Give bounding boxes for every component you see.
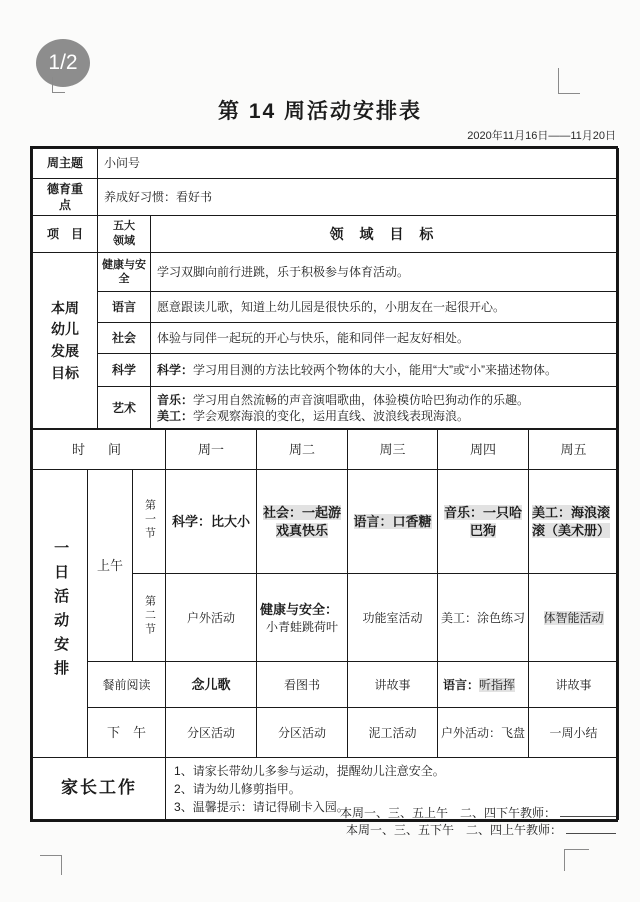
period2-mon-text: 户外活动 xyxy=(187,610,236,625)
goal-domain-health: 健康与安全 xyxy=(98,253,151,292)
info-table xyxy=(32,148,619,429)
domain-goal-header: 领 域 目 标 xyxy=(151,216,619,253)
page-title: 第 14 周活动安排表 xyxy=(217,100,423,123)
goal-science-prefix: 科学： xyxy=(157,363,194,378)
table-row xyxy=(33,323,619,354)
parent-work-item-2: 2、请为幼儿修剪指甲。 xyxy=(174,781,301,796)
footer-line-2 xyxy=(340,822,616,839)
table-row xyxy=(33,179,619,216)
period1-wed-text: 语言：口香糖 xyxy=(353,514,432,530)
five-domains-label xyxy=(98,216,151,253)
table-row xyxy=(33,708,619,758)
goal-domain-science: 科学 xyxy=(98,354,151,387)
date-range: 2020年11月16日——11月20日 xyxy=(467,130,616,142)
table-row xyxy=(33,354,619,387)
premeal-thu-bold: 语言： xyxy=(443,677,480,692)
period1-tue-text: 社会：一起游戏真快乐 xyxy=(263,505,342,538)
dev-goal-label: 本周幼儿发展目标 xyxy=(50,299,79,381)
goal-art-music-line xyxy=(157,392,615,408)
afternoon-thu-text: 户外活动：飞盘 xyxy=(441,725,526,740)
goal-art-craft-text: 学会观察海浪的变化，运用直线、波浪线表现海浪。 xyxy=(193,408,470,423)
day-header-fri: 周五 xyxy=(529,430,619,470)
crop-mark-top-right xyxy=(558,68,580,94)
afternoon-fri-text: 一周小结 xyxy=(549,725,598,740)
cell-period2-wed xyxy=(348,574,438,662)
goal-text-science xyxy=(151,354,619,387)
goal-domain-art: 艺术 xyxy=(98,387,151,429)
week-theme-value: 小问号 xyxy=(98,149,619,179)
moral-value: 养成好习惯：看好书 xyxy=(98,179,619,216)
crop-mark-top-left xyxy=(52,77,65,93)
period1-fri-text: 美工：海浪滚滚（美术册） xyxy=(532,505,611,538)
cell-period1-thu xyxy=(438,470,529,574)
daily-activities-label: 一日活动安排 xyxy=(52,539,70,684)
crop-mark-bottom-right xyxy=(564,849,589,871)
project-label: 项 目 xyxy=(33,216,98,253)
cell-period1-mon xyxy=(166,470,257,574)
period2-tue-rest: 小青蛙跳荷叶 xyxy=(266,619,339,634)
afternoon-tue-text: 分区活动 xyxy=(278,725,327,740)
goal-science-text: 学习用目测的方法比较两个物体的大小，能用“大”或“小”来描述物体。 xyxy=(193,363,558,378)
crop-mark-bottom-left xyxy=(40,855,62,875)
goal-domain-social: 社会 xyxy=(98,323,151,354)
time-header: 时 间 xyxy=(33,430,166,470)
period1-label-cell xyxy=(133,470,166,574)
goal-art-music-prefix: 音乐： xyxy=(157,392,194,407)
goal-domain-language: 语言 xyxy=(98,292,151,323)
table-row xyxy=(33,430,619,470)
weekly-schedule-table xyxy=(32,429,619,820)
parent-work-label: 家长工作 xyxy=(33,758,166,820)
table-row xyxy=(33,216,619,253)
parent-work-item-3: 3、温馨提示：请记得刷卡入园。 xyxy=(174,799,349,814)
cell-period2-tue xyxy=(257,574,348,662)
dev-goal-label-cell xyxy=(33,253,98,429)
table-row xyxy=(33,292,619,323)
footer-line-1 xyxy=(340,805,616,822)
goal-text-language: 愿意跟读儿歌，知道上幼儿园是很快乐的，小朋友在一起很开心。 xyxy=(151,292,619,323)
goal-text-art xyxy=(151,387,619,429)
pre-meal-label: 餐前阅读 xyxy=(88,662,166,708)
goal-art-craft-line xyxy=(157,408,615,424)
footer-line-1-text: 本周一、三、五上午 二、四下午教师： xyxy=(339,806,556,820)
goal-art-music-text: 学习用自然流畅的声音演唱歌曲，体验模仿哈巴狗动作的乐趣。 xyxy=(193,392,530,407)
schedule-document xyxy=(30,146,618,822)
week-theme-label: 周主题 xyxy=(33,149,98,179)
period2-thu-text: 美工：涂色练习 xyxy=(441,610,526,625)
afternoon-mon-text: 分区活动 xyxy=(187,725,236,740)
cell-period1-tue xyxy=(257,470,348,574)
page-indicator-badge[interactable]: 1/2 xyxy=(36,39,90,87)
goal-art-craft-prefix: 美工： xyxy=(157,408,194,423)
footer-line-2-text: 本周一、三、五下午 二、四上午教师： xyxy=(345,823,562,837)
cell-premeal-mon xyxy=(166,662,257,708)
period2-fri-text: 体智能活动 xyxy=(543,610,604,625)
cell-premeal-tue xyxy=(257,662,348,708)
moral-label xyxy=(33,179,98,216)
premeal-mon-text: 念儿歌 xyxy=(191,677,231,693)
daily-activities-label-cell xyxy=(33,470,88,758)
period1-label: 第一节 xyxy=(143,498,156,541)
cell-period2-thu xyxy=(438,574,529,662)
cell-afternoon-tue xyxy=(257,708,348,758)
table-row xyxy=(33,253,619,292)
day-header-tue: 周二 xyxy=(257,430,348,470)
table-row xyxy=(33,149,619,179)
period2-wed-text: 功能室活动 xyxy=(362,610,423,625)
goal-text-social: 体验与同伴一起玩的开心与快乐，能和同伴一起友好相处。 xyxy=(151,323,619,354)
afternoon-label: 下 午 xyxy=(88,708,166,758)
premeal-wed-text: 讲故事 xyxy=(374,677,411,692)
cell-period1-wed xyxy=(348,470,438,574)
table-row xyxy=(33,470,619,574)
cell-afternoon-mon xyxy=(166,708,257,758)
goal-text-health: 学习双脚向前行进跳，乐于积极参与体育活动。 xyxy=(151,253,619,292)
teacher-name-blank-2[interactable] xyxy=(566,823,616,834)
teacher-name-blank-1[interactable] xyxy=(560,806,616,817)
afternoon-wed-text: 泥工活动 xyxy=(368,725,417,740)
five-domains-text: 五大领域 xyxy=(113,219,135,248)
morning-label: 上午 xyxy=(88,470,133,662)
day-header-mon: 周一 xyxy=(166,430,257,470)
cell-premeal-thu xyxy=(438,662,529,708)
period1-mon-text: 科学：比大小 xyxy=(172,514,251,530)
premeal-tue-text: 看图书 xyxy=(284,677,321,692)
teacher-signature-footer xyxy=(340,805,616,839)
cell-afternoon-fri xyxy=(529,708,619,758)
cell-period2-fri xyxy=(529,574,619,662)
cell-afternoon-wed xyxy=(348,708,438,758)
premeal-thu-rest: 听指挥 xyxy=(479,677,516,692)
cell-premeal-wed xyxy=(348,662,438,708)
period2-label: 第二节 xyxy=(143,594,156,637)
cell-afternoon-thu xyxy=(438,708,529,758)
parent-work-item-1: 1、请家长带幼儿多参与运动，提醒幼儿注意安全。 xyxy=(174,763,445,778)
day-header-wed: 周三 xyxy=(348,430,438,470)
period1-thu-text: 音乐：一只哈巴狗 xyxy=(444,505,523,538)
period2-tue-bold: 健康与安全： xyxy=(260,602,339,617)
cell-premeal-fri xyxy=(529,662,619,708)
cell-period1-fri xyxy=(529,470,619,574)
premeal-fri-text: 讲故事 xyxy=(555,677,592,692)
cell-period2-mon xyxy=(166,574,257,662)
day-header-thu: 周四 xyxy=(438,430,529,470)
table-row xyxy=(33,662,619,708)
table-row xyxy=(33,387,619,429)
moral-label-text: 德育重点 xyxy=(46,182,83,213)
period2-label-cell xyxy=(133,574,166,662)
